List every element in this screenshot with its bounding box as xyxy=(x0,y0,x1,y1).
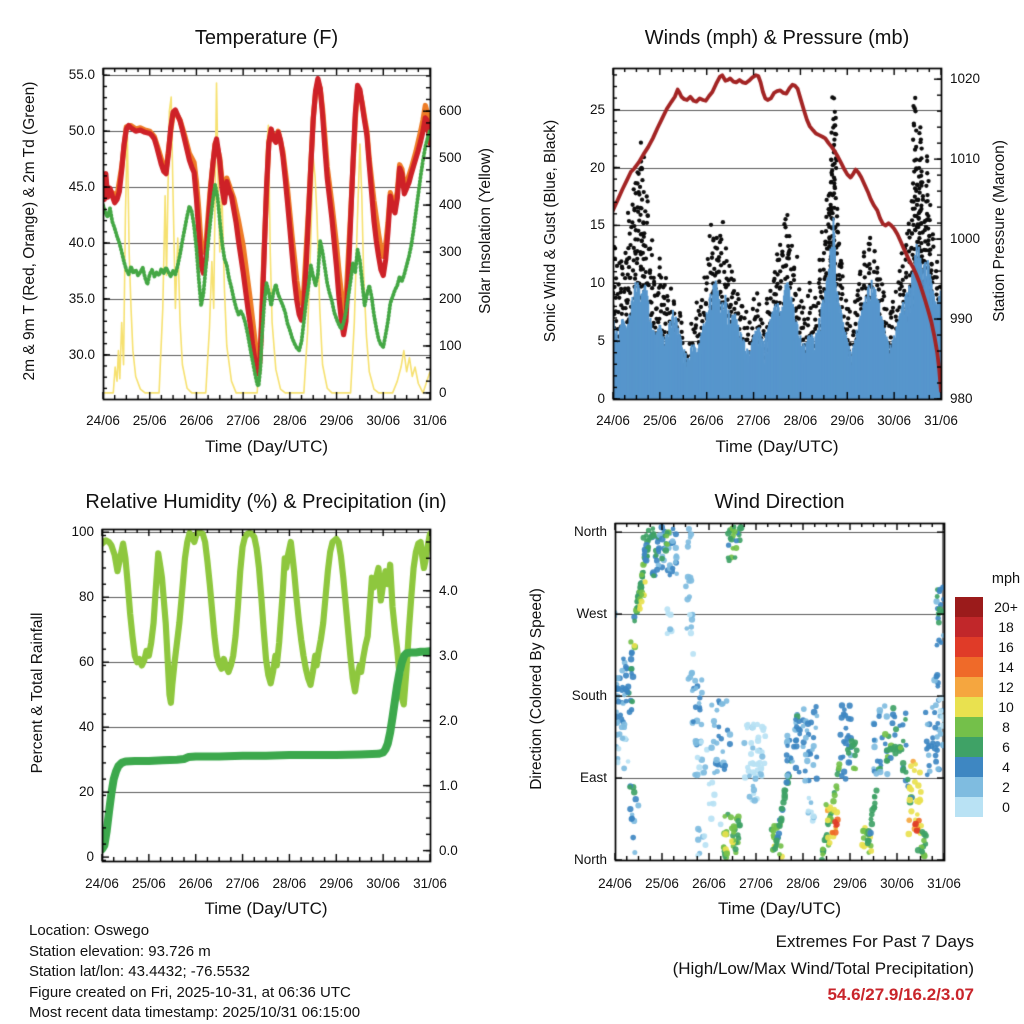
colorbar-label: 6 xyxy=(1002,739,1010,755)
tick-label: 15 xyxy=(589,217,605,233)
winds-yaxis-left-label: Sonic Wind & Gust (Blue, Black) xyxy=(542,119,559,343)
tick-label: 100 xyxy=(439,337,462,353)
tick-label: 24/06 xyxy=(598,876,632,891)
temperature-chart-title: Temperature (F) xyxy=(194,27,339,49)
colorbar-cell xyxy=(955,797,983,817)
tick-label: 100 xyxy=(71,524,94,540)
colorbar-cell xyxy=(955,717,983,737)
tick-label: 30/06 xyxy=(366,413,401,428)
tick-label: 29/06 xyxy=(319,876,354,891)
colorbar-cell xyxy=(955,677,983,697)
colorbar-cell xyxy=(955,777,983,797)
colorbar-label: 12 xyxy=(998,679,1014,695)
tick-label: 0 xyxy=(439,384,447,400)
tick-label: 3.0 xyxy=(439,647,458,663)
tick-label: 980 xyxy=(950,391,973,406)
tick-label: 27/06 xyxy=(226,413,261,428)
tick-label: 26/06 xyxy=(692,876,726,891)
tick-label: South xyxy=(571,688,607,704)
humidity-xaxis-label: Time (Day/UTC) xyxy=(204,899,328,918)
extremes-subtitle: (High/Low/Max Wind/Total Precipitation) xyxy=(672,958,974,978)
extremes-block xyxy=(673,929,974,1009)
colorbar-cell xyxy=(955,617,983,637)
tick-label: 27/06 xyxy=(736,413,771,428)
tick-label: 25/06 xyxy=(642,413,677,428)
data-timestamp: Most recent data timestamp: 2025/10/31 06:15:00 xyxy=(29,1004,361,1022)
tick-label: 25/06 xyxy=(132,413,167,428)
tick-label: 40 xyxy=(78,719,94,735)
tick-label: 31/06 xyxy=(924,413,958,428)
tick-label: 28/06 xyxy=(783,413,818,428)
tick-label: 30/06 xyxy=(880,876,914,891)
tick-label: 45.0 xyxy=(68,179,95,195)
tick-label: 26/06 xyxy=(178,876,213,891)
temperature-xaxis-label: Time (Day/UTC) xyxy=(204,437,329,456)
tick-label: 25 xyxy=(589,101,605,117)
tick-label: 26/06 xyxy=(179,413,214,428)
extremes-title: Extremes For Past 7 Days xyxy=(775,932,974,951)
tick-label: 31/06 xyxy=(413,876,447,891)
tick-label: 60 xyxy=(78,654,94,670)
station-location: Location: Oswego xyxy=(29,922,150,939)
tick-label: 2.0 xyxy=(439,712,458,728)
tick-label: 1020 xyxy=(950,71,981,87)
winds-xaxis-label: Time (Day/UTC) xyxy=(715,437,839,456)
tick-label: 1010 xyxy=(950,151,981,167)
tick-label: 30/06 xyxy=(366,876,401,891)
tick-label: 1000 xyxy=(950,231,981,247)
tick-label: North xyxy=(573,852,607,867)
tick-label: 31/06 xyxy=(927,876,961,891)
tick-label: 5 xyxy=(597,333,605,349)
colorbar-label: 8 xyxy=(1002,719,1010,735)
colorbar-cell xyxy=(955,697,983,717)
colorbar-label: 0 xyxy=(1002,799,1010,815)
colorbar-label: 18 xyxy=(998,619,1014,635)
tick-label: 27/06 xyxy=(225,876,260,891)
tick-label: 29/06 xyxy=(833,876,867,891)
tick-label: 26/06 xyxy=(689,413,724,428)
station-info xyxy=(29,921,360,1024)
tick-label: 400 xyxy=(439,197,462,213)
tick-label: 28/06 xyxy=(786,876,820,891)
tick-label: 35.0 xyxy=(68,290,95,306)
tick-label: 40.0 xyxy=(68,235,95,250)
tick-label: 200 xyxy=(439,290,462,306)
tick-label: North xyxy=(573,524,607,540)
tick-label: 55.0 xyxy=(68,67,95,83)
tick-label: 25/06 xyxy=(131,876,166,891)
colorbar-cell xyxy=(955,597,983,617)
wind-direction-chart-title: Wind Direction xyxy=(714,491,845,513)
temperature-yaxis-left-label: 2m & 9m T (Red, Orange) & 2m Td (Green) xyxy=(21,81,38,381)
tick-label: 20 xyxy=(589,159,605,175)
extremes-values: 54.6/27.9/16.2/3.07 xyxy=(827,985,974,1004)
tick-label: 29/06 xyxy=(830,413,865,428)
tick-label: 4.0 xyxy=(439,582,458,598)
tick-label: 0 xyxy=(597,391,605,406)
tick-label: West xyxy=(576,606,607,622)
figure-created: Figure created on Fri, 2025-10-31, at 06:36 UTC xyxy=(29,983,351,1001)
wind-direction-yaxis-label: Direction (Colored By Speed) xyxy=(528,588,545,790)
colorbar-cell xyxy=(955,637,983,657)
wind-direction-xaxis-label: Time (Day/UTC) xyxy=(717,899,842,918)
pressure-yaxis-right-label: Station Pressure (Maroon) xyxy=(991,140,1008,322)
tick-label: 0.0 xyxy=(439,842,458,858)
tick-label: 20 xyxy=(78,784,94,800)
colorbar-label: 2 xyxy=(1002,779,1010,795)
colorbar-label: 10 xyxy=(998,699,1014,715)
tick-label: 50.0 xyxy=(68,123,95,139)
tick-label: 28/06 xyxy=(272,413,307,428)
tick-label: 24/06 xyxy=(86,413,120,428)
tick-label: 31/06 xyxy=(413,413,447,428)
tick-label: 27/06 xyxy=(739,876,773,891)
temperature-yaxis-right-label: Solar Insolation (Yellow) xyxy=(477,148,494,314)
tick-label: 500 xyxy=(439,150,462,166)
tick-label: 24/06 xyxy=(85,876,119,891)
colorbar-label: 4 xyxy=(1002,759,1010,775)
station-elevation: Station elevation: 93.726 m xyxy=(29,942,211,960)
tick-label: 24/06 xyxy=(596,413,630,428)
colorbar-cell xyxy=(955,737,983,757)
winds-pressure-chart-title: Winds (mph) & Pressure (mb) xyxy=(644,27,910,49)
tick-label: 30.0 xyxy=(68,346,95,362)
colorbar-label: 16 xyxy=(998,639,1014,655)
tick-label: 600 xyxy=(439,103,462,119)
tick-label: 300 xyxy=(439,244,462,260)
tick-label: East xyxy=(579,770,607,786)
tick-label: 10 xyxy=(589,275,605,291)
colorbar-cell xyxy=(955,657,983,677)
tick-label: 28/06 xyxy=(272,876,307,891)
humidity-precip-chart-title: Relative Humidity (%) & Precipitation (in) xyxy=(85,491,447,513)
tick-label: 990 xyxy=(950,311,973,327)
station-latlon: Station lat/lon: 43.4432; -76.5532 xyxy=(29,963,251,981)
humidity-yaxis-left-label: Percent & Total Rainfall xyxy=(29,612,46,774)
colorbar-label: 20+ xyxy=(994,599,1018,615)
tick-label: 29/06 xyxy=(319,413,354,428)
colorbar-title: mph xyxy=(991,571,1021,587)
colorbar-cell xyxy=(955,757,983,777)
tick-label: 1.0 xyxy=(439,777,458,793)
tick-label: 25/06 xyxy=(645,876,679,891)
tick-label: 30/06 xyxy=(877,413,912,428)
tick-label: 80 xyxy=(78,589,94,605)
colorbar-label: 14 xyxy=(998,659,1014,675)
tick-label: 0 xyxy=(86,849,94,865)
